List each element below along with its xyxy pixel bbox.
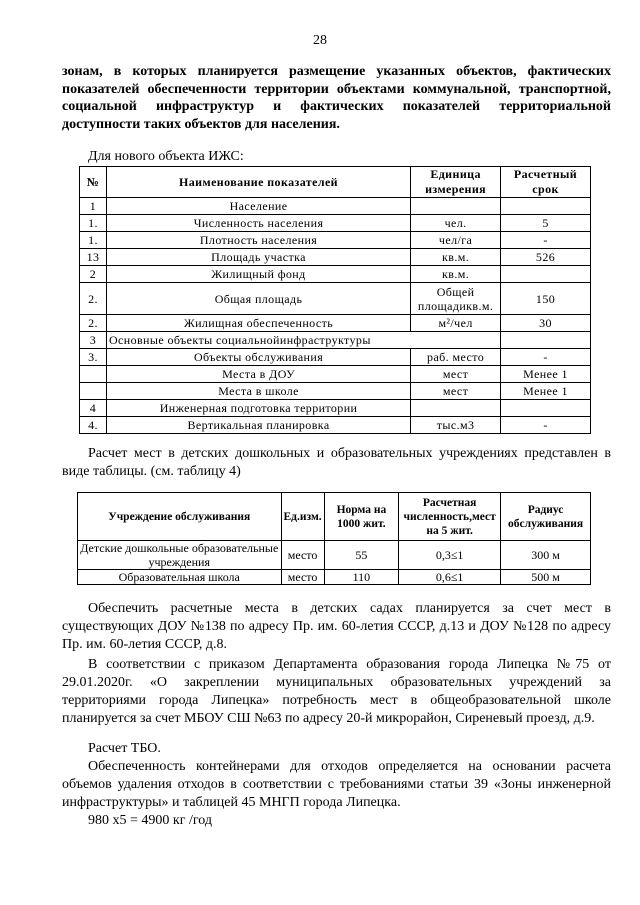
table1-cell-name: Вертикальная планировка: [106, 417, 410, 434]
table1-cell-unit: Общей площадикв.м.: [411, 283, 501, 315]
intro-paragraph: зонам, в которых планируется размещение указанных объектов, фактических показателей обеспеченности территории объектами коммунальной, транспортной, социальной инфраструктур и фактических показателей территориальной доступности таких объектов для населения.: [62, 64, 611, 132]
table1-cell-name: Плотность населения: [106, 232, 410, 249]
table1-cell-name: Общая площадь: [106, 283, 410, 315]
table1-header-value: Расчетный срок: [501, 167, 591, 198]
table1-header-name: Наименование показателей: [106, 167, 410, 198]
table1-row: [80, 400, 591, 417]
table2-header-calculated: Расчетная численность,мест на 5 жит.: [399, 493, 501, 541]
table4-reference-paragraph: Расчет мест в детских дошкольных и образовательных учреждениях представлен в виде таблицы. (см. таблицу 4): [62, 446, 611, 479]
table1-cell-name: Места в ДОУ: [106, 366, 410, 383]
table1-cell-num: [80, 383, 107, 400]
paragraph-waste-heading: Расчет ТБО.: [88, 741, 161, 756]
table1-cell-num: 2.: [80, 315, 107, 332]
table2-row: [78, 541, 591, 570]
table1-cell-num: 2: [80, 266, 107, 283]
table1-cell-value: -: [501, 417, 591, 434]
table1-cell-value: Менее 1: [501, 366, 591, 383]
table1-row: [80, 249, 591, 266]
table1-cell-num: 1.: [80, 215, 107, 232]
table1-cell-value: 150: [501, 283, 591, 315]
table1-cell-unit: [411, 400, 501, 417]
paragraph-kindergartens: Обеспечить расчетные места в детских садах планируется за счет мест в существующих ДОУ №138 по адресу Пр. им. 60-летия СССР, д.13 и ДОУ №128 по адресу Пр. им. 60-летия СССР, д.8.: [62, 601, 611, 652]
table2-cell-radius: 500 м: [501, 570, 591, 585]
table1-cell-value: 5: [501, 215, 591, 232]
table1-cell-name: Жилищная обеспеченность: [106, 315, 410, 332]
table1-cell-unit: [411, 198, 501, 215]
table2-cell-calculated: 0,3≤1: [399, 541, 501, 570]
table2-cell-institution: Образовательная школа: [78, 570, 282, 585]
table1-cell-unit: чел.: [411, 215, 501, 232]
table1-row: [80, 215, 591, 232]
table1-cell-num: 3: [80, 332, 107, 349]
table1-cell-value: 30: [501, 315, 591, 332]
table1-row: [80, 315, 591, 332]
table1-cell-name: Места в школе: [106, 383, 410, 400]
table1-cell-num: 1.: [80, 232, 107, 249]
table1-cell-name: Население: [106, 198, 410, 215]
table1-cell-value: -: [501, 232, 591, 249]
table1-cell-unit: чел/га: [411, 232, 501, 249]
table1-header-unit: Единица измерения: [411, 167, 501, 198]
table2-row: [78, 570, 591, 585]
table1-cell-num: 13: [80, 249, 107, 266]
table1-row: [80, 232, 591, 249]
table1-cell-value: 526: [501, 249, 591, 266]
table1-cell-value: [501, 198, 591, 215]
table2-cell-unit: место: [281, 570, 324, 585]
table1-cell-num: 4.: [80, 417, 107, 434]
table1-cell-unit: кв.м.: [411, 249, 501, 266]
table1-cell-num: 4: [80, 400, 107, 417]
table1-cell-num: [80, 366, 107, 383]
page-number: 28: [313, 33, 327, 48]
table1-cell-unit: кв.м.: [411, 266, 501, 283]
paragraph-containers: Обеспеченность контейнерами для отходов определяется на основании расчета объемов удаления отходов в соответствии с требованиями статьи 39 «Зоны инженерной инфраструктуры» и таблицей 45 МНГП города Липецка.: [62, 759, 611, 810]
table1-row: [80, 283, 591, 315]
table1-row: [80, 332, 591, 349]
table1-cell-unit: раб. место: [411, 349, 501, 366]
table1-row: [80, 417, 591, 434]
table1-cell-name: Основные объекты социальнойинфраструктуры: [106, 332, 500, 349]
table1-header-num: №: [80, 167, 107, 198]
table1-row: [80, 198, 591, 215]
table2-header-unit: Ед.изм.: [281, 493, 324, 541]
table1-cell-name: Инженерная подготовка территории: [106, 400, 410, 417]
table2-cell-institution: Детские дошкольные образовательные учреждения: [78, 541, 282, 570]
table1-cell-value: Менее 1: [501, 383, 591, 400]
table1-cell-value: [501, 400, 591, 417]
table1-row: [80, 366, 591, 383]
education-table: [77, 492, 591, 585]
table1-cell-value: [501, 332, 591, 349]
table1-cell-unit: мест: [411, 383, 501, 400]
table2-body: [78, 541, 591, 585]
table2-cell-unit: место: [281, 541, 324, 570]
table1-cell-unit: мест: [411, 366, 501, 383]
table2-cell-calculated: 0,6≤1: [399, 570, 501, 585]
table1-cell-unit: тыс.м3: [411, 417, 501, 434]
table1-cell-unit: м²/чел: [411, 315, 501, 332]
table1-cell-name: Жилищный фонд: [106, 266, 410, 283]
table1-row: [80, 266, 591, 283]
table2-header-radius: Радиус обслуживания: [501, 493, 591, 541]
table2-header-institution: Учреждение обслуживания: [78, 493, 282, 541]
table2-header-norm: Норма на 1000 жит.: [324, 493, 399, 541]
table2-cell-radius: 300 м: [501, 541, 591, 570]
table1-cell-value: [501, 266, 591, 283]
table2-cell-norm: 55: [324, 541, 399, 570]
table1-row: [80, 383, 591, 400]
table1-row: [80, 349, 591, 366]
table1-cell-name: Объекты обслуживания: [106, 349, 410, 366]
table1-cell-name: Численность населения: [106, 215, 410, 232]
table1-cell-value: -: [501, 349, 591, 366]
table1-body: [80, 198, 591, 434]
paragraph-waste-calc: 980 х5 = 4900 кг /год: [88, 813, 212, 828]
table1-cell-num: 1: [80, 198, 107, 215]
table1-cell-num: 2.: [80, 283, 107, 315]
table1-cell-name: Площадь участка: [106, 249, 410, 266]
table1-caption: Для нового объекта ИЖС:: [88, 149, 244, 164]
table2-cell-norm: 110: [324, 570, 399, 585]
table1-cell-num: 3.: [80, 349, 107, 366]
paragraph-school-order: В соответствии с приказом Департамента образования города Липецка №75 от 29.01.2020г. «О закреплении муниципальных образовательных учреждений за территориями города Липецка» потребность мест в общеобразовательной школе планируется за счет МБОУ СШ №63 по адресу 20-й микрорайон, Сиреневый проезд, д.9.: [62, 657, 611, 726]
indicators-table: [79, 166, 591, 434]
